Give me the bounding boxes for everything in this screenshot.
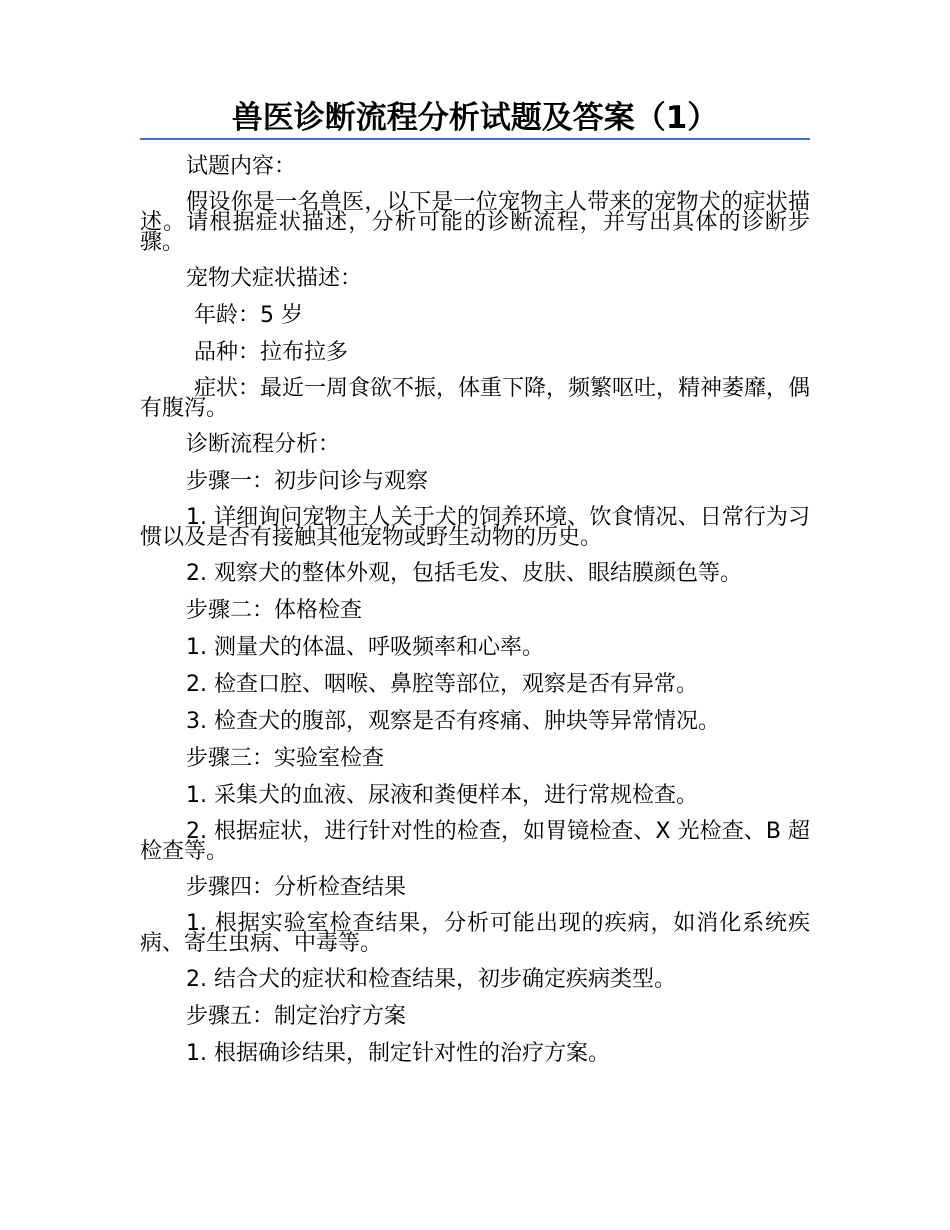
document-title: 兽医诊断流程分析试题及答案（1） [231,100,719,136]
paragraph-step-2-item-3: 3. 检查犬的腹部，观察是否有疼痛、肿块等异常情况。 [186,709,720,734]
paragraph-step-1: 步骤一：初步问诊与观察 [186,469,429,494]
paragraph-step-4-item-1: 1. 根据实验室检查结果，分析可能出现的疾病，如消化系统疾病、寄生虫病、中毒等。 [140,911,810,956]
paragraph-step-2: 步骤二：体格检查 [186,598,363,623]
paragraph-step-3-item-1: 1. 采集犬的血液、尿液和粪便样本，进行常规检查。 [186,783,698,808]
paragraph-step-2-item-1: 1. 测量犬的体温、呼吸频率和心率。 [186,635,544,660]
paragraph-step-3: 步骤三：实验室检查 [186,746,385,771]
paragraph-symptoms: 症状：最近一周食欲不振，体重下降，频繁呕吐，精神萎靡，偶有腹泻。 [140,376,811,421]
paragraph-question-heading: 试题内容： [186,154,297,179]
paragraph-step-4: 步骤四：分析检查结果 [186,875,407,900]
paragraph-step-1-item-2: 2. 观察犬的整体外观，包括毛发、皮肤、眼结膜颜色等。 [186,561,742,586]
title-underline [140,138,810,140]
paragraph-step-5-item-1: 1. 根据确诊结果，制定针对性的治疗方案。 [186,1041,610,1066]
document-body [140,156,810,1080]
paragraph-symptom-heading: 宠物犬症状描述： [186,266,363,291]
paragraph-step-3-item-2: 2. 根据症状，进行针对性的检查，如胃镜检查、X 光检查、B 超检查等。 [140,819,810,864]
paragraph-breed: 品种：拉布拉多 [194,340,349,365]
paragraph-analysis-heading: 诊断流程分析： [186,432,341,457]
paragraph-step-2-item-2: 2. 检查口腔、咽喉、鼻腔等部位，观察是否有异常。 [186,672,698,697]
paragraph-step-5: 步骤五：制定治疗方案 [186,1004,407,1029]
paragraph-question-text: 假设你是一名兽医，以下是一位宠物主人带来的宠物犬的症状描述。请根据症状描述，分析可能的诊断流程，并写出具体的诊断步骤。 [140,190,810,255]
paragraph-age: 年龄：5 岁 [194,303,303,328]
paragraph-step-4-item-2: 2. 结合犬的症状和检查结果，初步确定疾病类型。 [186,967,676,992]
paragraph-step-1-item-1: 1. 详细询问宠物主人关于犬的饲养环境、饮食情况、日常行为习惯以及是否有接触其他宠物或野生动物的历史。 [140,505,810,550]
